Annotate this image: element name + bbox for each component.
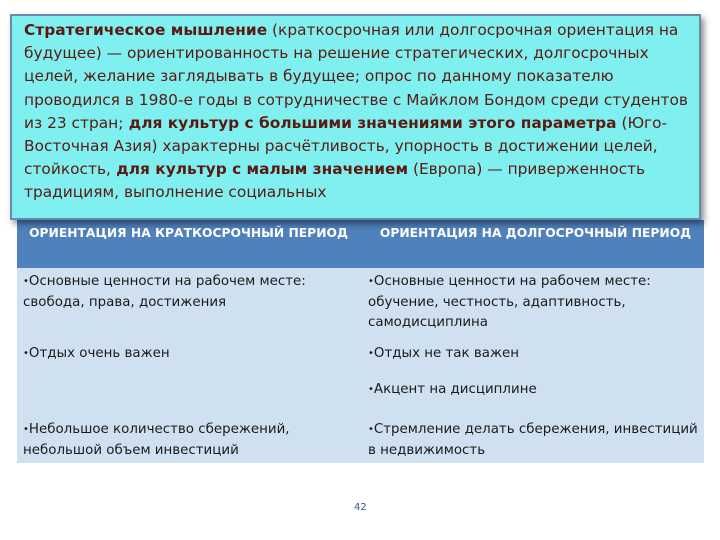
- page-number: 42: [354, 502, 367, 513]
- table-cell-right-2: •Отдых не так важен: [368, 346, 520, 361]
- table-cell-right-1: •Основные ценности на рабочем месте: обучение, честность, адаптивность, самодисциплина: [368, 274, 651, 330]
- callout-emphasis-low: для культур с малым значением: [110, 160, 409, 179]
- table-cell-right-3: •Акцент на дисциплине: [368, 382, 537, 397]
- header-short-term: ОРИЕНТАЦИЯ НА КРАТКОСРОЧНЫЙ ПЕРИОД: [29, 226, 348, 240]
- callout-text: (краткосрочная или долгосрочная ориентация на будущее) — ориентированность на решение стратегических, долгосрочных целей, желание заглядывать в будущее; опрос по данному показателю проводился в 1980-е годы в сотрудничестве с Майклом Бондом среди студентов из 23 стран;: [24, 21, 688, 132]
- callout-text: (Европа) — приверженность традициям, выполнение социальных: [24, 160, 646, 202]
- table-header: [17, 220, 704, 268]
- table-cell-right-4: •Стремление делать сбережения, инвестиций в недвижимость: [368, 422, 698, 458]
- callout-emphasis-high: для культур с большими значениями этого параметра: [123, 113, 617, 132]
- definition-callout: [10, 14, 701, 220]
- table-body: [17, 268, 704, 463]
- callout-term: Стратегическое мышление: [24, 21, 268, 39]
- comparison-table: [17, 220, 704, 463]
- callout-text: (Юго-Восточная Азия) характерны расчётливость, упорность в достижении целей, стойкость,: [24, 113, 668, 179]
- table-cell-left-1: •Основные ценности на рабочем месте: свобода, права, достижения: [23, 274, 306, 310]
- table-cell-left-2: •Отдых очень важен: [23, 346, 170, 361]
- header-long-term: ОРИЕНТАЦИЯ НА ДОЛГОСРОЧНЫЙ ПЕРИОД: [379, 226, 692, 240]
- table-cell-left-3: •Небольшое количество сбережений, небольшой объем инвестиций: [23, 422, 290, 458]
